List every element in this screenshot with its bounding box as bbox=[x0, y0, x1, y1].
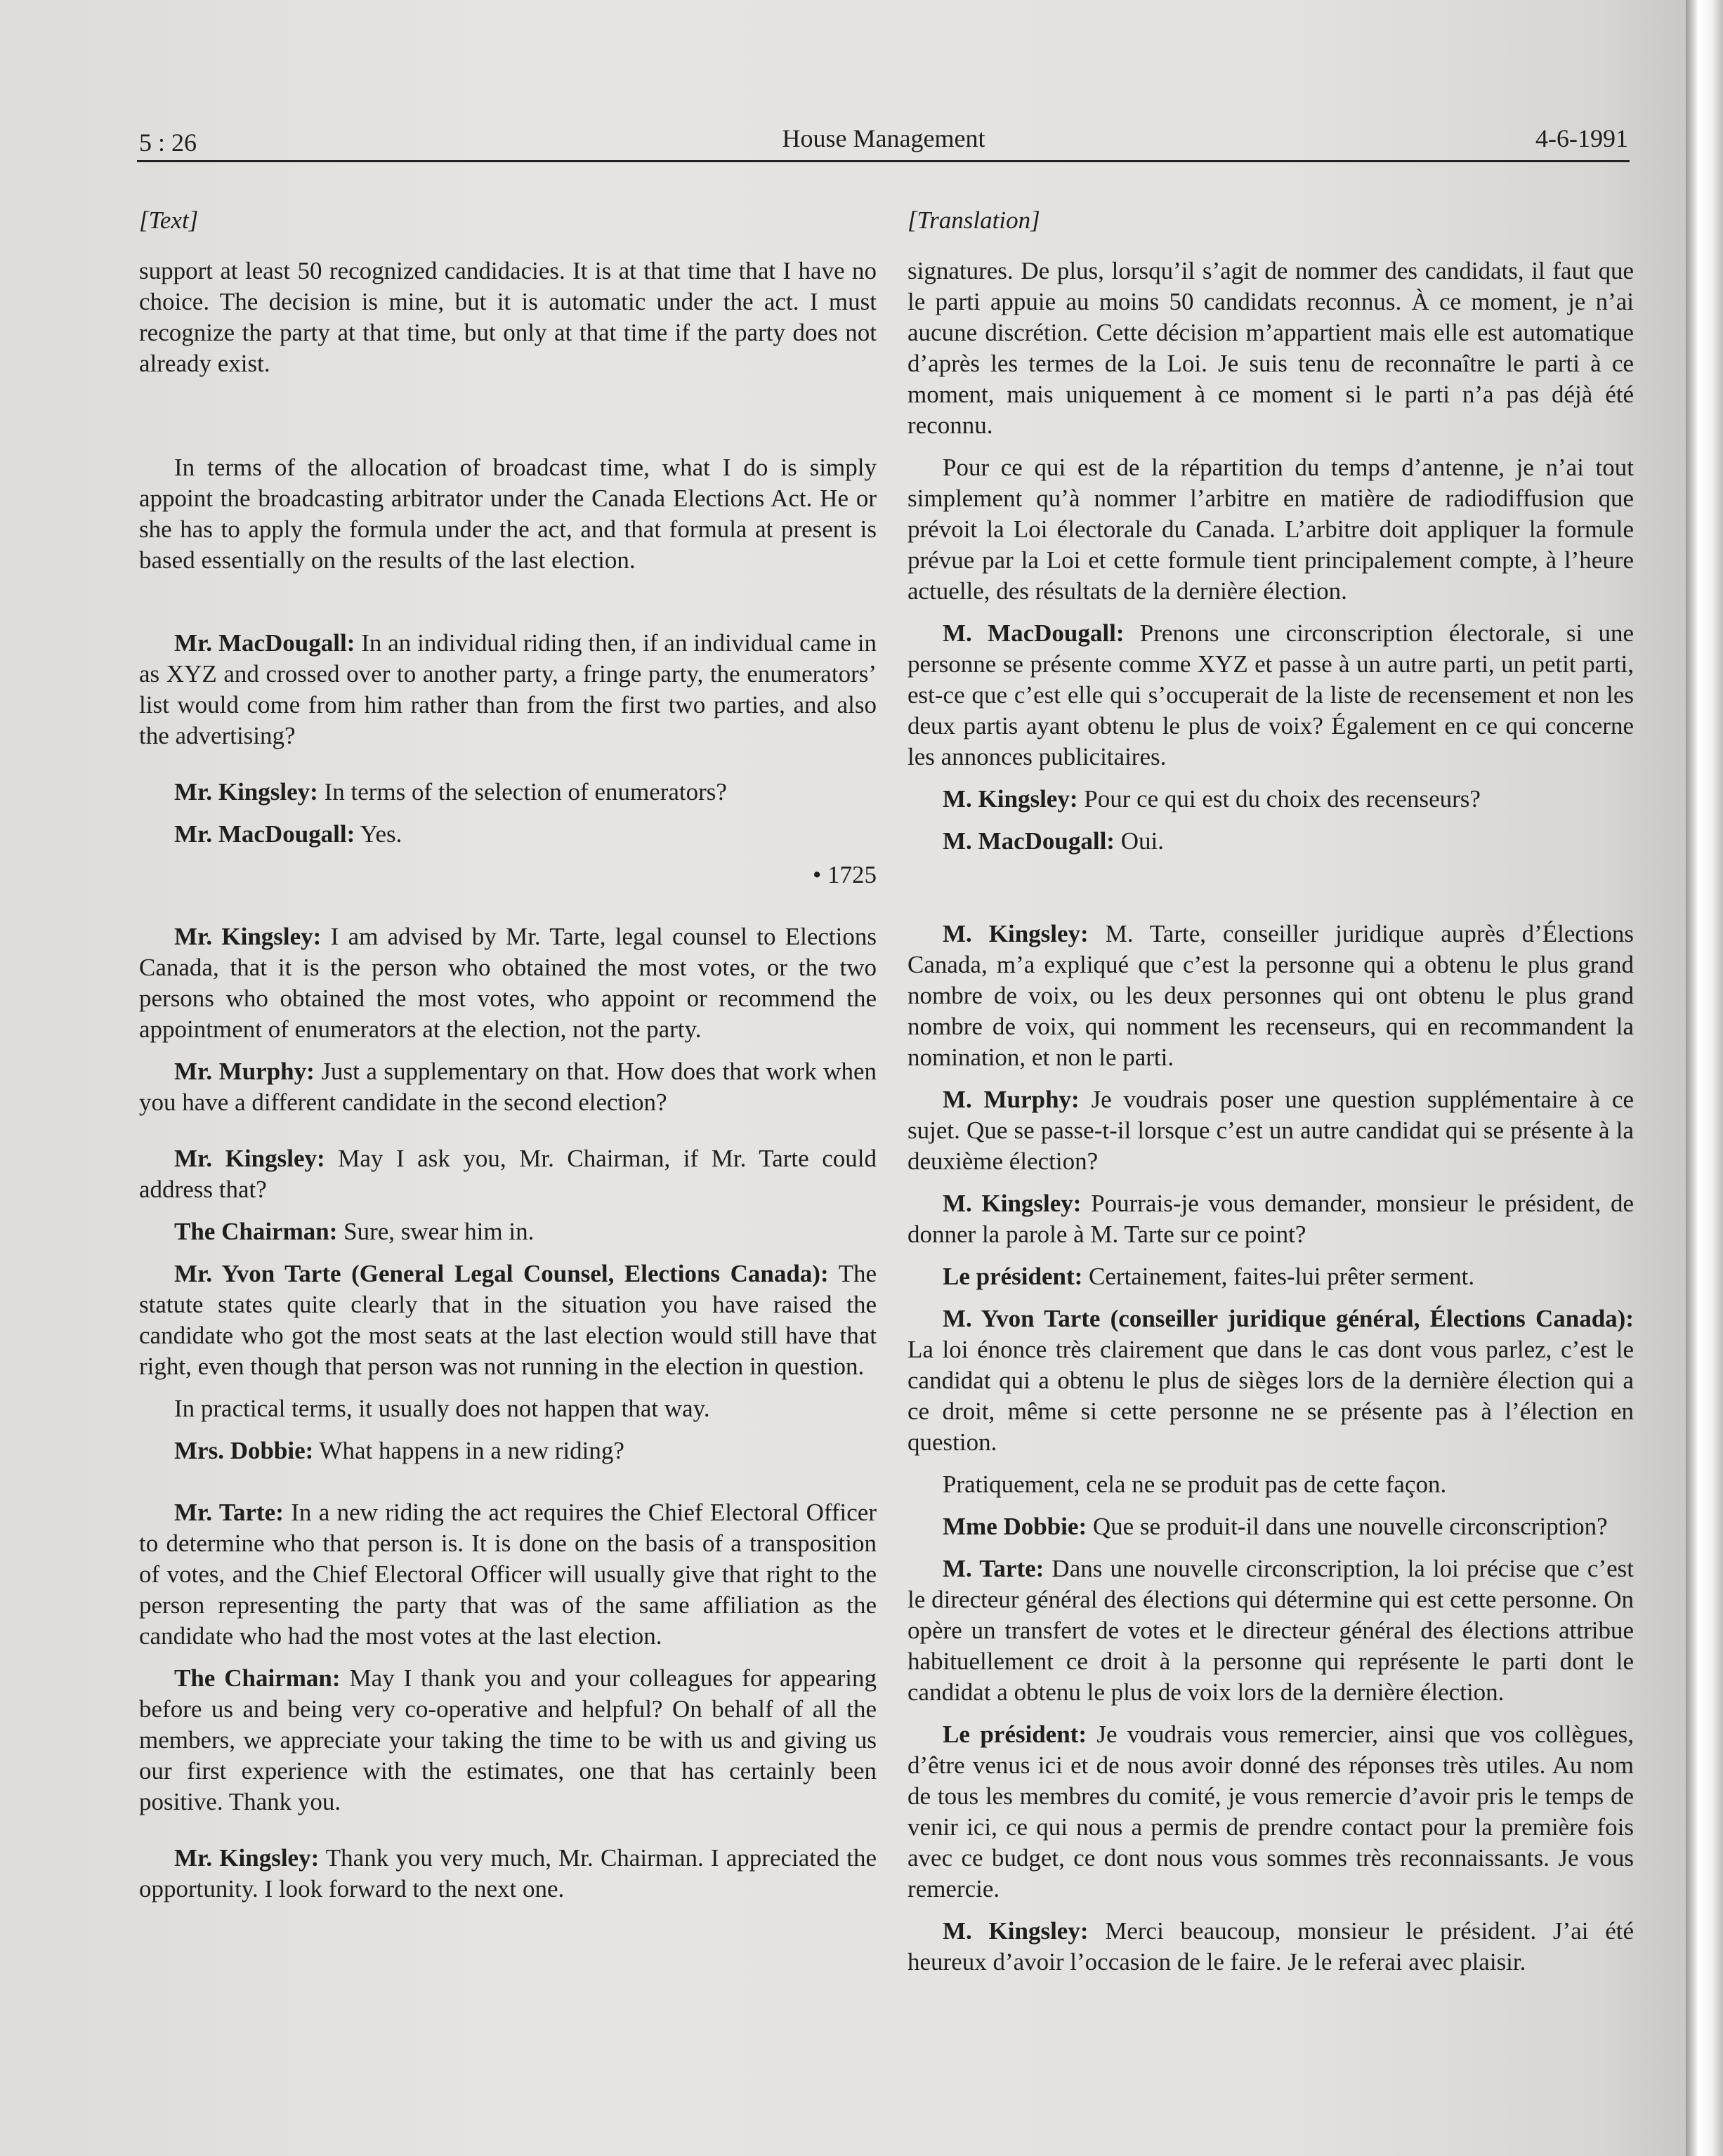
paragraph: signatures. De plus, lorsqu’il s’agit de nommer des candidats, il faut que le parti appuie au moins 50 candidats reconnus. À ce moment, je n’ai aucune discrétion. Cette décision m’appartient mais elle est automatique d’après les termes de la Loi. Je suis tenu de reconnaître le parti à ce moment, mais uniquement à ce moment si le parti n’a pas déjà été reconnu. bbox=[908, 257, 1634, 439]
paragraph: Mr. Tarte: In a new riding the act requires the Chief Electoral Officer to determine who that person is. It is done on the basis of a transposition of votes, and the Chief Electoral Officer will usually give that right to the person representing the party that was of the same affiliation as the candidate who had the most votes at the last election. bbox=[139, 1499, 877, 1650]
paragraph: Mr. Yvon Tarte (General Legal Counsel, Elections Canada): The statute states quite clearly that in the situation you have raised the candidate who got the most seats at the last election would still have that right, even though that person was not running in the election in question. bbox=[139, 1260, 877, 1380]
paragraph: Pratiquement, cela ne se produit pas de cette façon. bbox=[943, 1471, 1447, 1498]
paragraph: Le président: Je voudrais vous remercier, ainsi que vos collègues, d’être venus ici et de nous avoir donné des réponses très utiles. Au nom de tous les membres du comité, je vous remercie d’avoir pris le temps de venir ici, ce qui nous a permis de prendre contact pour la première fois avec ce budget, ce dont nous vous sommes très reconnaissants. Je vous remercie. bbox=[908, 1721, 1634, 1902]
paragraph: The Chairman: Sure, swear him in. bbox=[174, 1218, 535, 1245]
paragraph: Mr. Kingsley: May I ask you, Mr. Chairman, if Mr. Tarte could address that? bbox=[139, 1145, 877, 1203]
page-edge bbox=[1686, 0, 1723, 2156]
paragraph: Mme Dobbie: Que se produit-il dans une nouvelle circonscription? bbox=[943, 1513, 1608, 1540]
paragraph: Mrs. Dobbie: What happens in a new riding? bbox=[174, 1437, 624, 1464]
paragraph: M. Kingsley: Merci beaucoup, monsieur le président. J’ai été heureux d’avoir l’occasion de le faire. Je le referai avec plaisir. bbox=[908, 1917, 1634, 1976]
paragraph: Mr. Kingsley: I am advised by Mr. Tarte, legal counsel to Elections Canada, that it is the person who obtained the most votes, or the two persons who obtained the most votes, who appoint or recommend the appointment of enumerators at the election, not the party. bbox=[139, 923, 877, 1043]
paragraph: Mr. MacDougall: Yes. bbox=[174, 820, 402, 848]
page-title: House Management bbox=[782, 124, 985, 152]
paragraph: M. Tarte: Dans une nouvelle circonscription, la loi précise que c’est le directeur général des élections qui détermine qui est cette personne. On opère un transfert de votes et le directeur général des élections attribue habituellement ce droit à la personne qui représente le parti dont le candidat a obtenu le plus de voix lors de la dernière élection. bbox=[908, 1555, 1634, 1706]
paragraph: M. Kingsley: Pourrais-je vous demander, monsieur le président, de donner la parole à M. Tarte sur ce point? bbox=[908, 1190, 1634, 1248]
page-date: 4-6-1991 bbox=[1535, 124, 1628, 152]
paragraph: The Chairman: May I thank you and your colleagues for appearing before us and being very co-operative and helpful? On behalf of all the members, we appreciate your taking the time to be with us and giving us our first experience with the estimates, one that has certainly been positive. Thank you. bbox=[139, 1664, 877, 1815]
paragraph: M. Kingsley: Pour ce qui est du choix des recenseurs? bbox=[943, 785, 1481, 813]
paragraph: Mr. Kingsley: In terms of the selection of enumerators? bbox=[174, 778, 727, 806]
paragraph: In practical terms, it usually does not happen that way. bbox=[174, 1395, 710, 1422]
french-column bbox=[908, 205, 1634, 1978]
page-header bbox=[139, 121, 1628, 163]
paragraph: support at least 50 recognized candidacies. It is at that time that I have no choice. The decision is mine, but it is automatic under the act. I must recognize the party at that time, but only at that time if the party does not already exist. bbox=[139, 257, 877, 377]
header-rule bbox=[137, 160, 1630, 162]
paragraph: Mr. Murphy: Just a supplementary on that. How does that work when you have a different candidate in the second election? bbox=[139, 1058, 877, 1116]
paragraph: M. MacDougall: Prenons une circonscription électorale, si une personne se présente comme XYZ et passe à un autre parti, un petit parti, est-ce que c’est elle qui s’occuperait de la liste de recensement et non les deux partis ayant obtenu le plus de voix? Également en ce qui concerne les annonces publicitaires. bbox=[908, 619, 1634, 770]
text-heading: [Text] bbox=[139, 206, 199, 234]
english-column bbox=[139, 205, 877, 1905]
paragraph: M. MacDougall: Oui. bbox=[943, 827, 1164, 855]
paragraph: Le président: Certainement, faites-lui prêter serment. bbox=[943, 1263, 1475, 1290]
paragraph: M. Murphy: Je voudrais poser une question supplémentaire à ce sujet. Que se passe-t-il lorsque c’est un autre candidat qui se présente à la deuxième élection? bbox=[908, 1086, 1634, 1175]
page-number: 5 : 26 bbox=[139, 129, 197, 157]
time-marker: • 1725 bbox=[812, 861, 877, 888]
paragraph: Mr. MacDougall: In an individual riding then, if an individual came in as XYZ and crossed over to another party, a fringe party, the enumerators’ list would come from him rather than from the first two parties, and also the advertising? bbox=[139, 629, 877, 749]
translation-heading: [Translation] bbox=[908, 206, 1040, 234]
paragraph: In terms of the allocation of broadcast time, what I do is simply appoint the broadcasting arbitrator under the Canada Elections Act. He or she has to apply the formula under the act, and that formula at present is based essentially on the results of the last election. bbox=[139, 454, 877, 574]
paragraph: Pour ce qui est de la répartition du temps d’antenne, je n’ai tout simplement qu’à nommer l’arbitre en matière de radiodiffusion que prévoit la Loi électorale du Canada. L’arbitre doit appliquer la formule prévue par la Loi et cette formule tient principalement compte, à l’heure actuelle, des résultats de la dernière élection. bbox=[908, 454, 1634, 605]
paragraph: Mr. Kingsley: Thank you very much, Mr. Chairman. I appreciated the opportunity. I look forward to the next one. bbox=[139, 1844, 877, 1902]
paragraph: M. Yvon Tarte (conseiller juridique général, Élections Canada): La loi énonce très clairement que dans le cas dont vous parlez, c’est le candidat qui a obtenu le plus de sièges lors de la dernière élection qui a ce droit, même si cette personne ne se présente pas à l’élection en question. bbox=[908, 1305, 1634, 1456]
paragraph: M. Kingsley: M. Tarte, conseiller juridique auprès d’Élections Canada, m’a expliqué que c’est la personne qui a obtenu le plus grand nombre de voix, ou les deux personnes qui ont obtenu le plus grand nombre de voix, qui nomment les recenseurs, qui en recommandent la nomination, et non le parti. bbox=[908, 920, 1634, 1071]
